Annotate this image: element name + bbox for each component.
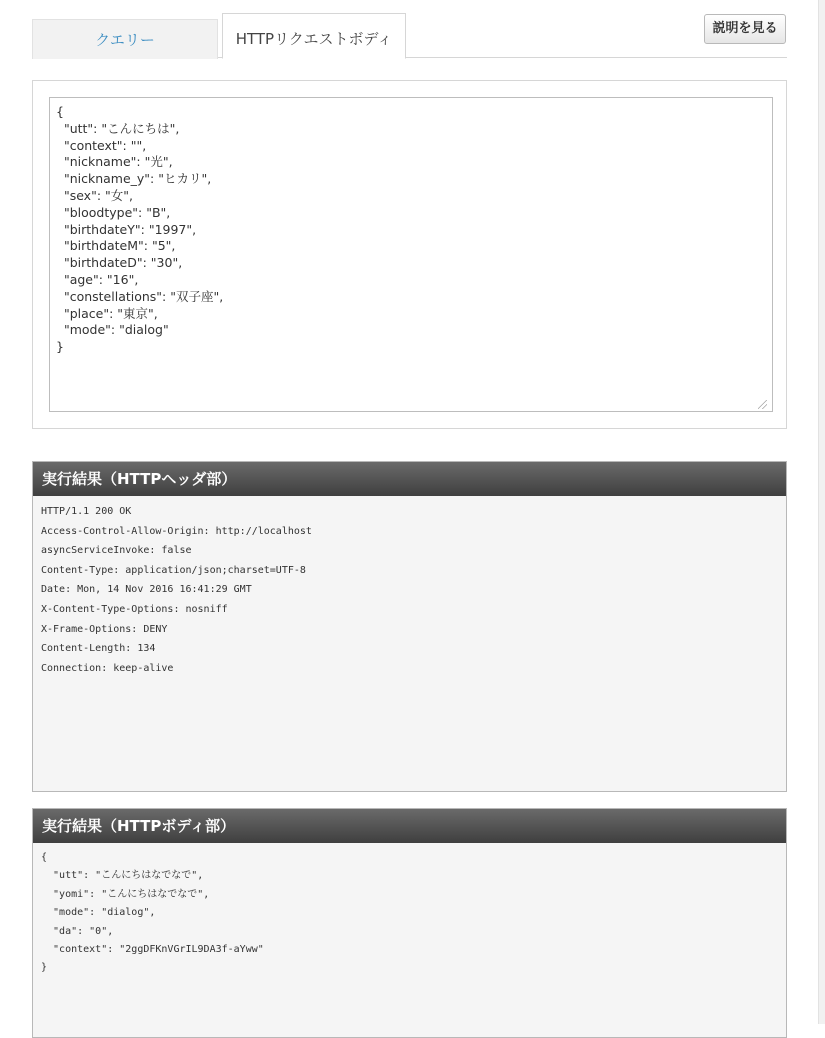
http-body-result-content bbox=[33, 843, 786, 984]
body-line: { bbox=[41, 852, 48, 863]
body-line: "utt": "こんにちはなでなで", bbox=[41, 870, 204, 882]
header-line: Date: Mon, 14 Nov 2016 16:41:29 GMT bbox=[41, 584, 252, 596]
view-explanation-button[interactable]: 説明を見る bbox=[704, 14, 786, 44]
tab-bar bbox=[32, 0, 787, 58]
request-body-textarea[interactable] bbox=[49, 97, 773, 412]
header-line: Content-Type: application/json;charset=UTF-8 bbox=[41, 564, 306, 576]
header-line: X-Frame-Options: DENY bbox=[41, 623, 168, 635]
header-line: Access-Control-Allow-Origin: http://localhost bbox=[41, 525, 312, 537]
header-line: X-Content-Type-Options: nosniff bbox=[41, 603, 228, 615]
page-scrollbar[interactable] bbox=[818, 0, 825, 1024]
textarea-resize-handle[interactable] bbox=[758, 400, 767, 409]
body-line: "yomi": "こんにちはなでなで", bbox=[41, 888, 210, 900]
body-line: "mode": "dialog", bbox=[41, 907, 156, 919]
body-line: } bbox=[41, 962, 48, 974]
http-header-result-title: 実行結果（HTTPヘッダ部） bbox=[33, 462, 786, 496]
header-line: asyncServiceInvoke: false bbox=[41, 545, 192, 557]
header-line: Connection: keep-alive bbox=[41, 662, 174, 674]
request-body-panel bbox=[32, 80, 787, 429]
http-body-result-title: 実行結果（HTTPボディ部） bbox=[33, 809, 786, 843]
http-header-result-panel bbox=[32, 461, 787, 792]
body-line: "context": "2ggDFKnVGrIL9DA3f-aYww" bbox=[41, 944, 264, 956]
http-body-result-panel bbox=[32, 808, 787, 1038]
header-line: Content-Length: 134 bbox=[41, 643, 156, 655]
http-header-result-content bbox=[33, 496, 786, 684]
tab-query[interactable]: クエリー bbox=[32, 19, 218, 59]
tab-http-request-body[interactable]: HTTPリクエストボディ bbox=[222, 13, 406, 59]
header-line: HTTP/1.1 200 OK bbox=[41, 506, 132, 517]
body-line: "da": "0", bbox=[41, 925, 114, 937]
